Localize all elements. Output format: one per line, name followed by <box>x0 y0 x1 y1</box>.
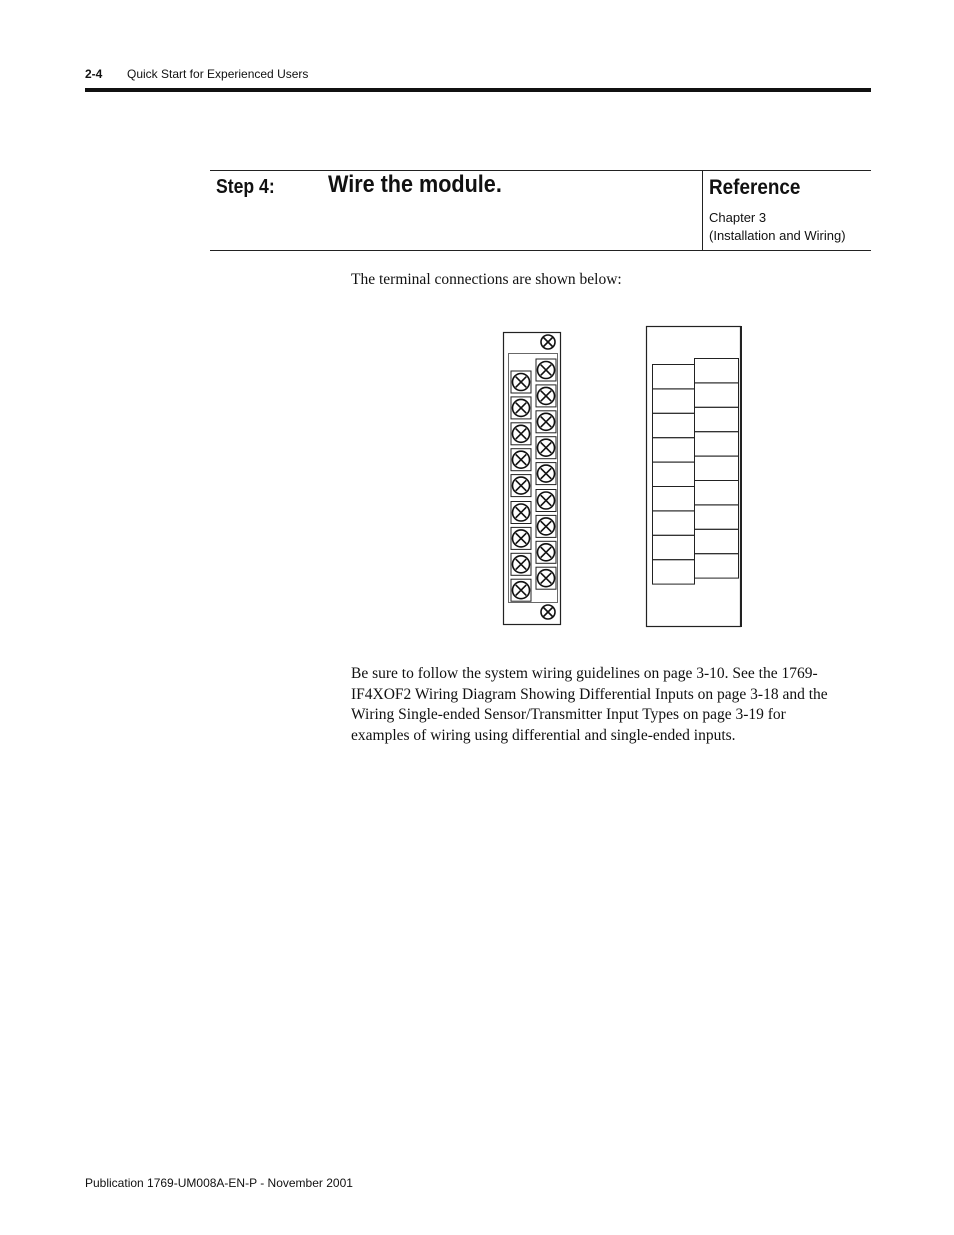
terminal-screw-icon <box>511 502 531 524</box>
terminal-screw-icon <box>511 579 531 601</box>
intro-text: The terminal connections are shown below: <box>351 271 622 288</box>
terminal-screw-icon <box>536 490 556 512</box>
reference-chapter-title: (Installation and Wiring) <box>709 228 846 243</box>
terminal-diagram-svg <box>500 324 750 630</box>
terminal-connections-diagram <box>500 324 750 630</box>
terminal-screw-icon <box>511 371 531 393</box>
step-column-divider <box>702 170 703 251</box>
step-heading: Wire the module. <box>328 171 502 198</box>
terminal-screw-icon <box>536 385 556 407</box>
terminal-screw-icon <box>511 553 531 575</box>
terminal-screw-icon <box>536 411 556 433</box>
terminal-screw-icon <box>536 567 556 589</box>
header-rule <box>85 88 871 92</box>
reference-heading: Reference <box>709 176 801 199</box>
terminal-screw-icon <box>536 463 556 485</box>
wiring-guidelines-paragraph: Be sure to follow the system wiring guidelines on page 3-10. See the 1769-IF4XOF2 Wiring Diagram Showing Differential Inputs on page 3-18 and the Wiring Single-ended Sensor/Transmitter Input Types on page 3-19 for examples of wiring using differential and single-ended inputs. <box>351 665 828 744</box>
terminal-screw-icon <box>511 449 531 471</box>
terminal-screw-icon <box>536 515 556 537</box>
terminal-screw-icon <box>511 475 531 497</box>
retaining-screw-bottom-icon <box>541 605 555 619</box>
step-bottom-rule <box>210 250 871 251</box>
terminal-screw-icon <box>511 527 531 549</box>
reference-chapter: Chapter 3 <box>709 210 767 225</box>
terminal-screw-icon <box>536 437 556 459</box>
retaining-screw-top-icon <box>541 335 555 349</box>
section-title: Quick Start for Experienced Users <box>127 67 309 81</box>
page-number: 2-4 <box>85 67 103 81</box>
terminal-screw-icon <box>536 541 556 563</box>
terminal-screw-icon <box>536 359 556 381</box>
terminal-screw-icon <box>511 423 531 445</box>
label-grid-outline <box>647 327 741 627</box>
publication-footer: Publication 1769-UM008A-EN-P - November 2001 <box>85 1176 353 1190</box>
step-top-rule <box>210 170 871 171</box>
step-label: Step 4: <box>216 176 275 198</box>
terminal-screw-icon <box>511 397 531 419</box>
